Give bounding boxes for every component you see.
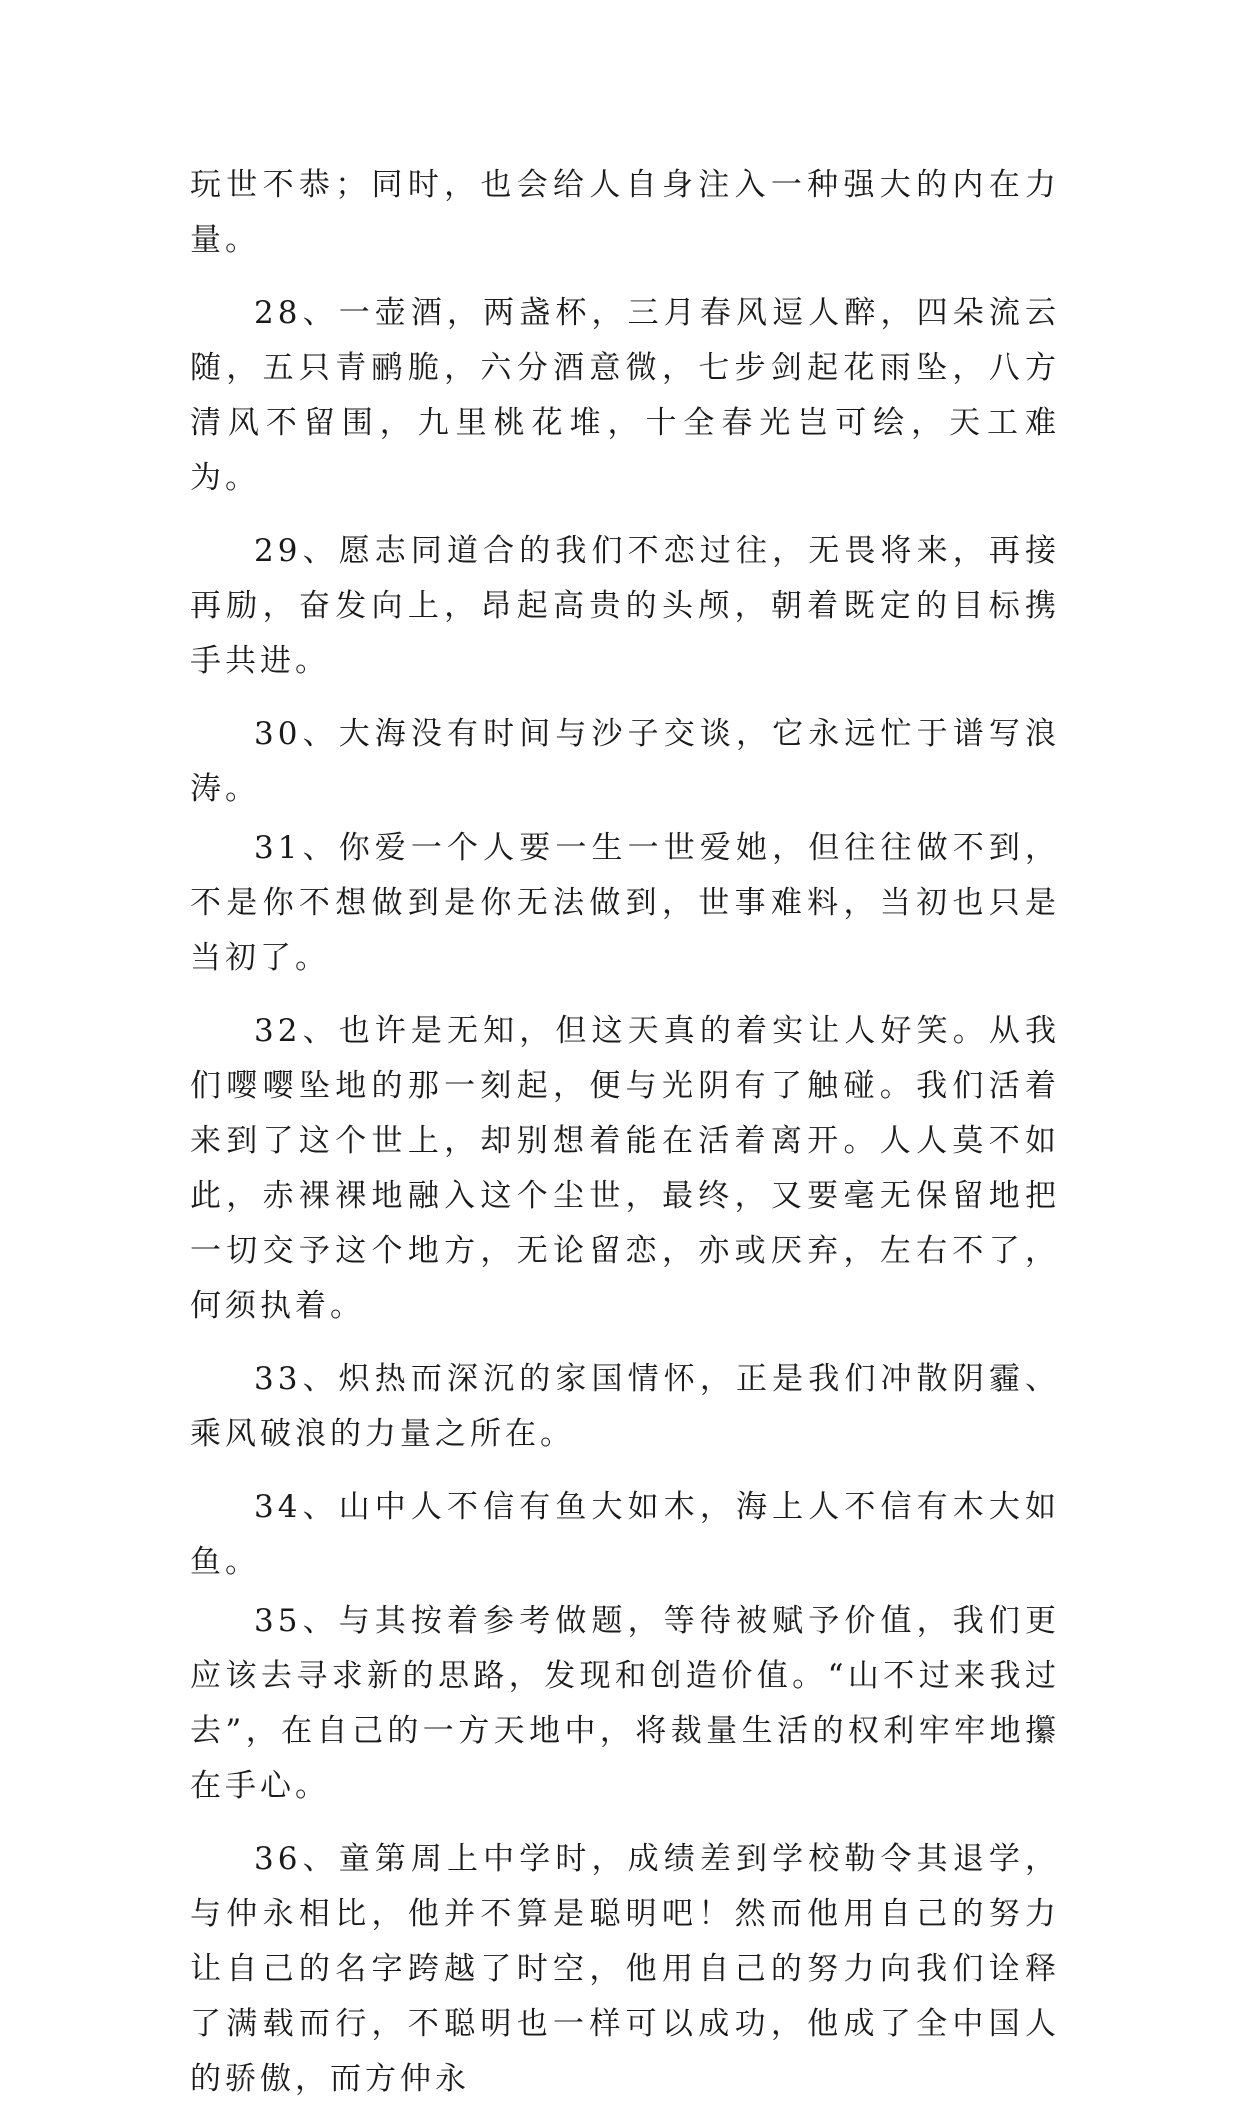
paragraph-item-34: 34、山中人不信有鱼大如木，海上人不信有木大如鱼。: [190, 1489, 1060, 1580]
paragraph-item-31: 31、你爱一个人要一生一世爱她，但往往做不到，不是你不想做到是你无法做到，世事难料，当初也只是当初了。: [190, 830, 1060, 976]
paragraph-item-28: 28、一壶酒，两盏杯，三月春风逗人醉，四朵流云随，五只青鹂脆，六分酒意微，七步剑起花雨坠，八方清风不留围，九里桃花堆，十全春光岂可绘，天工难为。: [190, 295, 1060, 496]
document-body: [190, 158, 1060, 2125]
paragraph-item-30: 30、大海没有时间与沙子交谈，它永远忙于谱写浪涛。: [190, 716, 1060, 807]
paragraph-item-32: 32、也许是无知，但这天真的着实让人好笑。从我们嘤嘤坠地的那一刻起，便与光阴有了触碰。我们活着来到了这个世上，却别想着能在活着离开。人人莫不如此，赤裸裸地融入这个尘世，最终，又要毫无保留地把一切交予这个地方，无论留恋，亦或厌弃，左右不了，何须执着。: [190, 1013, 1060, 1324]
paragraph-continuation: 玩世不恭；同时，也会给人自身注入一种强大的内在力量。: [190, 167, 1060, 258]
paragraph-item-36: 36、童第周上中学时，成绩差到学校勒令其退学，与仲永相比，他并不算是聪明吧！然而他用自己的努力让自己的名字跨越了时空，他用自己的努力向我们诠释了满载而行，不聪明也一样可以成功，他成了全中国人的骄傲，而方仲永: [190, 1841, 1060, 2097]
paragraph-item-35: 35、与其按着参考做题，等待被赋予价值，我们更应该去寻求新的思路，发现和创造价值。“山不过来我过去”，在自己的一方天地中，将裁量生活的权利牢牢地攥在手心。: [190, 1603, 1060, 1804]
paragraph-item-33: 33、炽热而深沉的家国情怀，正是我们冲散阴霾、乘风破浪的力量之所在。: [190, 1361, 1060, 1452]
paragraph-item-29: 29、愿志同道合的我们不恋过往，无畏将来，再接再励，奋发向上，昂起高贵的头颅，朝着既定的目标携手共进。: [190, 533, 1060, 679]
